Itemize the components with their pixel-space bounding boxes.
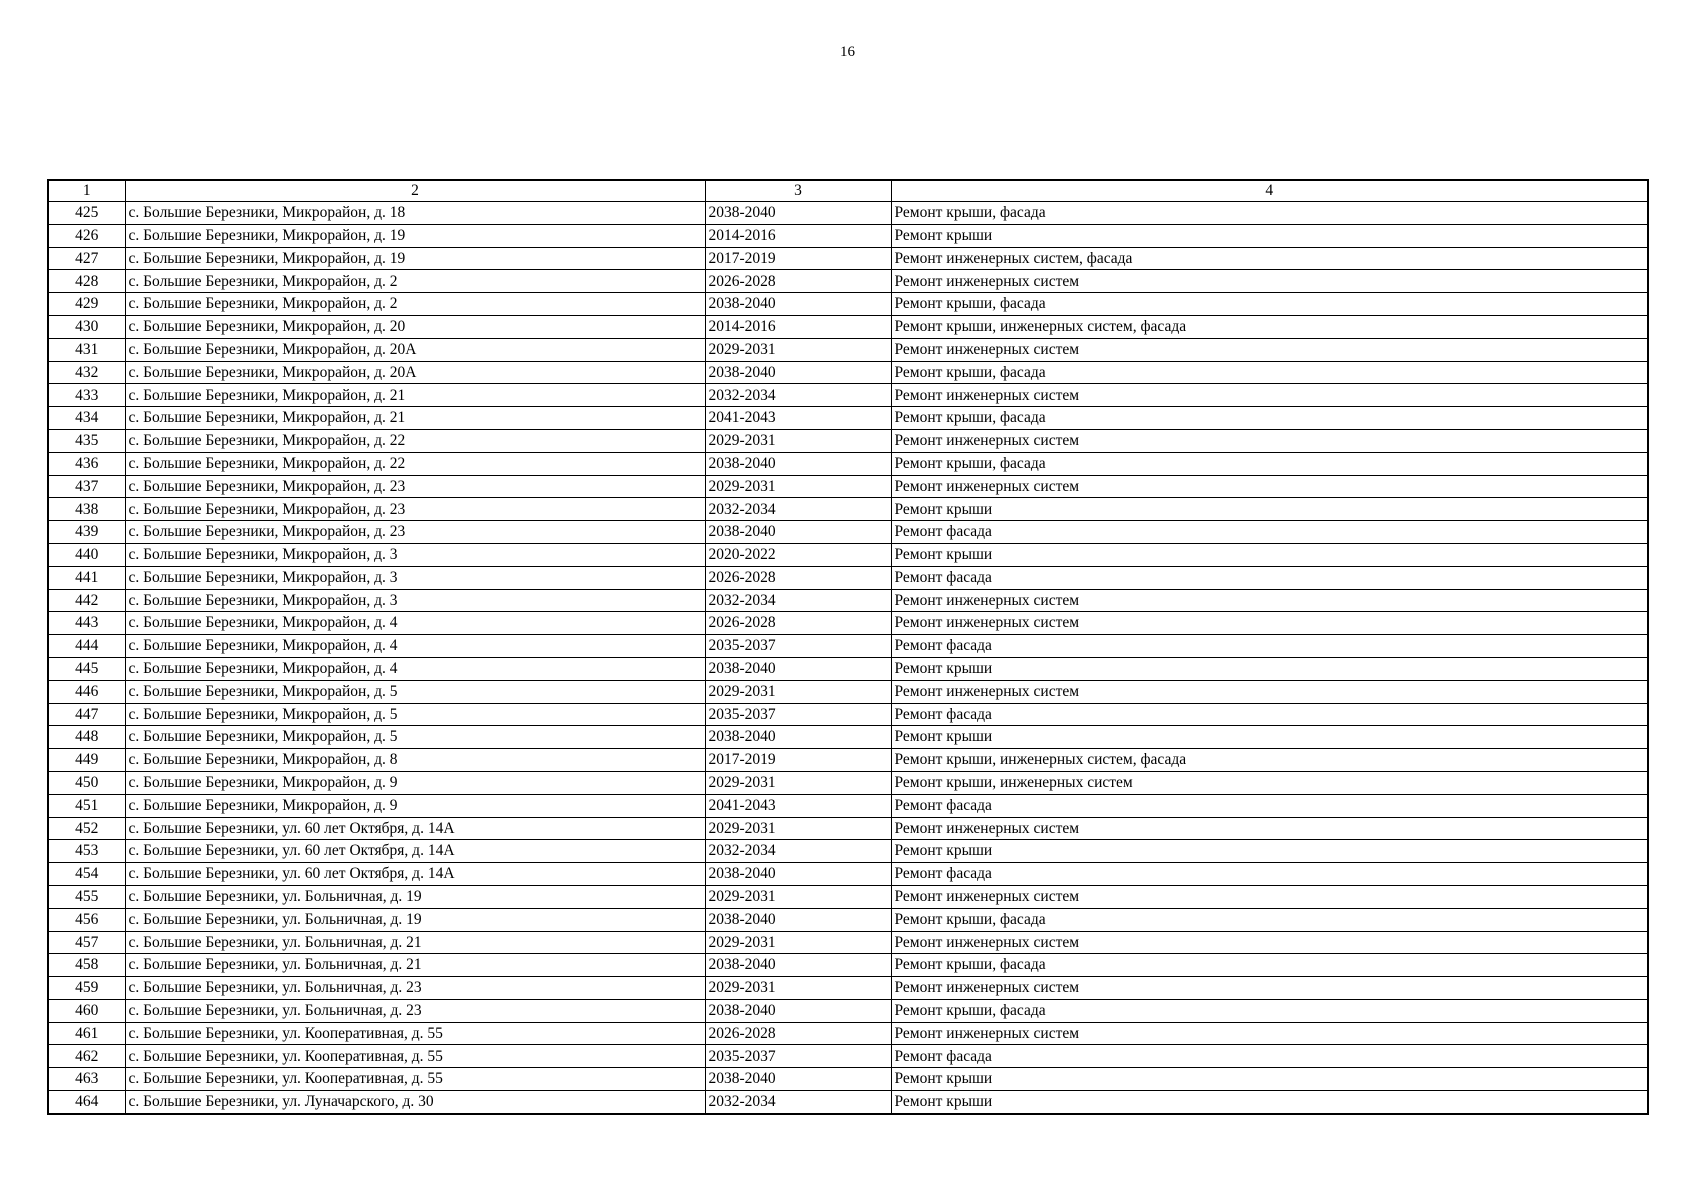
- table-row: [48, 475, 1648, 498]
- period-cell: 2029-2031: [705, 931, 891, 954]
- table-row: [48, 224, 1648, 247]
- table-row: [48, 384, 1648, 407]
- row-number-cell: 434: [48, 407, 125, 430]
- row-number-cell: 460: [48, 999, 125, 1022]
- period-cell: 2029-2031: [705, 680, 891, 703]
- row-number-cell: 438: [48, 498, 125, 521]
- period-cell: 2017-2019: [705, 749, 891, 772]
- work-type-cell: Ремонт крыши: [891, 840, 1648, 863]
- address-cell: с. Большие Березники, Микрорайон, д. 4: [125, 612, 705, 635]
- table-row: [48, 680, 1648, 703]
- address-cell: с. Большие Березники, ул. Больничная, д. 21: [125, 931, 705, 954]
- address-cell: с. Большие Березники, Микрорайон, д. 23: [125, 475, 705, 498]
- period-cell: 2026-2028: [705, 270, 891, 293]
- row-number-cell: 429: [48, 293, 125, 316]
- table-row: [48, 1091, 1648, 1114]
- row-number-cell: 458: [48, 954, 125, 977]
- table-row: [48, 315, 1648, 338]
- work-type-cell: Ремонт крыши: [891, 1091, 1648, 1114]
- table-row: [48, 270, 1648, 293]
- period-cell: 2035-2037: [705, 1045, 891, 1068]
- table-row: [48, 794, 1648, 817]
- table-row: [48, 908, 1648, 931]
- period-cell: 2035-2037: [705, 635, 891, 658]
- period-cell: 2038-2040: [705, 999, 891, 1022]
- repair-schedule-table: [47, 179, 1649, 1115]
- work-type-cell: Ремонт фасада: [891, 703, 1648, 726]
- address-cell: с. Большие Березники, ул. Кооперативная, д. 55: [125, 1045, 705, 1068]
- address-cell: с. Большие Березники, Микрорайон, д. 21: [125, 407, 705, 430]
- period-cell: 2038-2040: [705, 863, 891, 886]
- period-cell: 2017-2019: [705, 247, 891, 270]
- row-number-cell: 444: [48, 635, 125, 658]
- period-cell: 2038-2040: [705, 361, 891, 384]
- address-cell: с. Большие Березники, Микрорайон, д. 3: [125, 589, 705, 612]
- address-cell: с. Большие Березники, Микрорайон, д. 5: [125, 680, 705, 703]
- row-number-cell: 425: [48, 202, 125, 225]
- address-cell: с. Большие Березники, Микрорайон, д. 5: [125, 703, 705, 726]
- address-cell: с. Большие Березники, ул. Больничная, д. 19: [125, 908, 705, 931]
- work-type-cell: Ремонт инженерных систем: [891, 589, 1648, 612]
- work-type-cell: Ремонт инженерных систем, фасада: [891, 247, 1648, 270]
- address-cell: с. Большие Березники, Микрорайон, д. 9: [125, 794, 705, 817]
- address-cell: с. Большие Березники, ул. Луначарского, д. 30: [125, 1091, 705, 1114]
- address-cell: с. Большие Березники, Микрорайон, д. 22: [125, 452, 705, 475]
- work-type-cell: Ремонт инженерных систем: [891, 680, 1648, 703]
- period-cell: 2020-2022: [705, 543, 891, 566]
- table-row: [48, 703, 1648, 726]
- row-number-cell: 456: [48, 908, 125, 931]
- period-cell: 2041-2043: [705, 794, 891, 817]
- row-number-cell: 454: [48, 863, 125, 886]
- address-cell: с. Большие Березники, ул. Кооперативная, д. 55: [125, 1022, 705, 1045]
- period-cell: 2026-2028: [705, 1022, 891, 1045]
- address-cell: с. Большие Березники, Микрорайон, д. 18: [125, 202, 705, 225]
- work-type-cell: Ремонт крыши: [891, 726, 1648, 749]
- address-cell: с. Большие Березники, Микрорайон, д. 21: [125, 384, 705, 407]
- row-number-cell: 457: [48, 931, 125, 954]
- work-type-cell: Ремонт фасада: [891, 566, 1648, 589]
- row-number-cell: 435: [48, 429, 125, 452]
- address-cell: с. Большие Березники, Микрорайон, д. 4: [125, 657, 705, 680]
- table-header-row: [48, 180, 1648, 202]
- row-number-cell: 463: [48, 1068, 125, 1091]
- address-cell: с. Большие Березники, ул. Кооперативная, д. 55: [125, 1068, 705, 1091]
- row-number-cell: 441: [48, 566, 125, 589]
- row-number-cell: 455: [48, 885, 125, 908]
- table-row: [48, 452, 1648, 475]
- period-cell: 2029-2031: [705, 885, 891, 908]
- row-number-cell: 436: [48, 452, 125, 475]
- work-type-cell: Ремонт инженерных систем: [891, 1022, 1648, 1045]
- period-cell: 2029-2031: [705, 475, 891, 498]
- address-cell: с. Большие Березники, ул. Больничная, д. 23: [125, 977, 705, 1000]
- address-cell: с. Большие Березники, Микрорайон, д. 19: [125, 247, 705, 270]
- row-number-cell: 450: [48, 771, 125, 794]
- address-cell: с. Большие Березники, ул. 60 лет Октября, д. 14А: [125, 840, 705, 863]
- period-cell: 2026-2028: [705, 612, 891, 635]
- table-row: [48, 338, 1648, 361]
- table-row: [48, 1022, 1648, 1045]
- table-row: [48, 977, 1648, 1000]
- table-row: [48, 429, 1648, 452]
- row-number-cell: 439: [48, 521, 125, 544]
- address-cell: с. Большие Березники, Микрорайон, д. 3: [125, 566, 705, 589]
- table-row: [48, 589, 1648, 612]
- work-type-cell: Ремонт крыши, фасада: [891, 999, 1648, 1022]
- table-row: [48, 543, 1648, 566]
- table-row: [48, 566, 1648, 589]
- table-row: [48, 657, 1648, 680]
- address-cell: с. Большие Березники, Микрорайон, д. 4: [125, 635, 705, 658]
- table-row: [48, 407, 1648, 430]
- work-type-cell: Ремонт крыши, фасада: [891, 452, 1648, 475]
- period-cell: 2032-2034: [705, 384, 891, 407]
- row-number-cell: 447: [48, 703, 125, 726]
- table-row: [48, 247, 1648, 270]
- table-row: [48, 885, 1648, 908]
- work-type-cell: Ремонт крыши, инженерных систем, фасада: [891, 749, 1648, 772]
- table-row: [48, 999, 1648, 1022]
- period-cell: 2032-2034: [705, 840, 891, 863]
- work-type-cell: Ремонт крыши, инженерных систем, фасада: [891, 315, 1648, 338]
- period-cell: 2029-2031: [705, 338, 891, 361]
- period-cell: 2038-2040: [705, 293, 891, 316]
- column-header-1: 1: [48, 180, 125, 202]
- work-type-cell: Ремонт инженерных систем: [891, 885, 1648, 908]
- period-cell: 2038-2040: [705, 908, 891, 931]
- table-row: [48, 361, 1648, 384]
- column-header-3: 3: [705, 180, 891, 202]
- row-number-cell: 442: [48, 589, 125, 612]
- period-cell: 2026-2028: [705, 566, 891, 589]
- period-cell: 2014-2016: [705, 224, 891, 247]
- work-type-cell: Ремонт крыши, фасада: [891, 202, 1648, 225]
- row-number-cell: 464: [48, 1091, 125, 1114]
- row-number-cell: 451: [48, 794, 125, 817]
- table-row: [48, 863, 1648, 886]
- row-number-cell: 462: [48, 1045, 125, 1068]
- row-number-cell: 453: [48, 840, 125, 863]
- work-type-cell: Ремонт инженерных систем: [891, 475, 1648, 498]
- period-cell: 2041-2043: [705, 407, 891, 430]
- table-row: [48, 1068, 1648, 1091]
- period-cell: 2038-2040: [705, 954, 891, 977]
- address-cell: с. Большие Березники, Микрорайон, д. 9: [125, 771, 705, 794]
- address-cell: с. Большие Березники, ул. Больничная, д. 19: [125, 885, 705, 908]
- row-number-cell: 461: [48, 1022, 125, 1045]
- table-row: [48, 771, 1648, 794]
- row-number-cell: 443: [48, 612, 125, 635]
- address-cell: с. Большие Березники, ул. 60 лет Октября, д. 14А: [125, 817, 705, 840]
- table-row: [48, 726, 1648, 749]
- table-row: [48, 954, 1648, 977]
- work-type-cell: Ремонт крыши: [891, 1068, 1648, 1091]
- address-cell: с. Большие Березники, Микрорайон, д. 23: [125, 498, 705, 521]
- period-cell: 2029-2031: [705, 429, 891, 452]
- address-cell: с. Большие Березники, Микрорайон, д. 8: [125, 749, 705, 772]
- period-cell: 2029-2031: [705, 977, 891, 1000]
- period-cell: 2032-2034: [705, 589, 891, 612]
- row-number-cell: 428: [48, 270, 125, 293]
- period-cell: 2038-2040: [705, 452, 891, 475]
- address-cell: с. Большие Березники, Микрорайон, д. 20А: [125, 361, 705, 384]
- period-cell: 2038-2040: [705, 202, 891, 225]
- work-type-cell: Ремонт крыши, фасада: [891, 908, 1648, 931]
- address-cell: с. Большие Березники, ул. Больничная, д. 23: [125, 999, 705, 1022]
- period-cell: 2029-2031: [705, 771, 891, 794]
- column-header-2: 2: [125, 180, 705, 202]
- row-number-cell: 426: [48, 224, 125, 247]
- work-type-cell: Ремонт фасада: [891, 863, 1648, 886]
- address-cell: с. Большие Березники, ул. 60 лет Октября, д. 14А: [125, 863, 705, 886]
- table-row: [48, 931, 1648, 954]
- work-type-cell: Ремонт инженерных систем: [891, 384, 1648, 407]
- row-number-cell: 452: [48, 817, 125, 840]
- work-type-cell: Ремонт фасада: [891, 635, 1648, 658]
- work-type-cell: Ремонт крыши: [891, 657, 1648, 680]
- work-type-cell: Ремонт крыши, фасада: [891, 293, 1648, 316]
- period-cell: 2014-2016: [705, 315, 891, 338]
- table-row: [48, 293, 1648, 316]
- table-row: [48, 202, 1648, 225]
- period-cell: 2035-2037: [705, 703, 891, 726]
- work-type-cell: Ремонт крыши: [891, 498, 1648, 521]
- row-number-cell: 431: [48, 338, 125, 361]
- work-type-cell: Ремонт крыши: [891, 224, 1648, 247]
- table-row: [48, 840, 1648, 863]
- address-cell: с. Большие Березники, Микрорайон, д. 19: [125, 224, 705, 247]
- period-cell: 2029-2031: [705, 817, 891, 840]
- row-number-cell: 433: [48, 384, 125, 407]
- table-row: [48, 749, 1648, 772]
- work-type-cell: Ремонт инженерных систем: [891, 429, 1648, 452]
- work-type-cell: Ремонт фасада: [891, 1045, 1648, 1068]
- address-cell: с. Большие Березники, Микрорайон, д. 2: [125, 293, 705, 316]
- address-cell: с. Большие Березники, Микрорайон, д. 22: [125, 429, 705, 452]
- work-type-cell: Ремонт инженерных систем: [891, 338, 1648, 361]
- table-row: [48, 498, 1648, 521]
- period-cell: 2038-2040: [705, 726, 891, 749]
- address-cell: с. Большие Березники, ул. Больничная, д. 21: [125, 954, 705, 977]
- row-number-cell: 459: [48, 977, 125, 1000]
- work-type-cell: Ремонт инженерных систем: [891, 931, 1648, 954]
- period-cell: 2032-2034: [705, 498, 891, 521]
- address-cell: с. Большие Березники, Микрорайон, д. 20: [125, 315, 705, 338]
- period-cell: 2038-2040: [705, 1068, 891, 1091]
- work-type-cell: Ремонт фасада: [891, 794, 1648, 817]
- address-cell: с. Большие Березники, Микрорайон, д. 3: [125, 543, 705, 566]
- table-row: [48, 1045, 1648, 1068]
- row-number-cell: 437: [48, 475, 125, 498]
- work-type-cell: Ремонт крыши, фасада: [891, 407, 1648, 430]
- row-number-cell: 432: [48, 361, 125, 384]
- period-cell: 2038-2040: [705, 657, 891, 680]
- work-type-cell: Ремонт крыши, фасада: [891, 361, 1648, 384]
- work-type-cell: Ремонт инженерных систем: [891, 977, 1648, 1000]
- table-row: [48, 612, 1648, 635]
- row-number-cell: 446: [48, 680, 125, 703]
- row-number-cell: 449: [48, 749, 125, 772]
- row-number-cell: 445: [48, 657, 125, 680]
- address-cell: с. Большие Березники, Микрорайон, д. 20А: [125, 338, 705, 361]
- work-type-cell: Ремонт фасада: [891, 521, 1648, 544]
- work-type-cell: Ремонт инженерных систем: [891, 612, 1648, 635]
- period-cell: 2038-2040: [705, 521, 891, 544]
- period-cell: 2032-2034: [705, 1091, 891, 1114]
- table-row: [48, 521, 1648, 544]
- work-type-cell: Ремонт инженерных систем: [891, 270, 1648, 293]
- row-number-cell: 448: [48, 726, 125, 749]
- table-row: [48, 635, 1648, 658]
- work-type-cell: Ремонт инженерных систем: [891, 817, 1648, 840]
- column-header-4: 4: [891, 180, 1648, 202]
- row-number-cell: 440: [48, 543, 125, 566]
- row-number-cell: 430: [48, 315, 125, 338]
- work-type-cell: Ремонт крыши, инженерных систем: [891, 771, 1648, 794]
- address-cell: с. Большие Березники, Микрорайон, д. 5: [125, 726, 705, 749]
- table-row: [48, 817, 1648, 840]
- row-number-cell: 427: [48, 247, 125, 270]
- work-type-cell: Ремонт крыши: [891, 543, 1648, 566]
- table-body: [48, 202, 1648, 1114]
- page-number: 16: [840, 44, 855, 60]
- address-cell: с. Большие Березники, Микрорайон, д. 2: [125, 270, 705, 293]
- work-type-cell: Ремонт крыши, фасада: [891, 954, 1648, 977]
- address-cell: с. Большие Березники, Микрорайон, д. 23: [125, 521, 705, 544]
